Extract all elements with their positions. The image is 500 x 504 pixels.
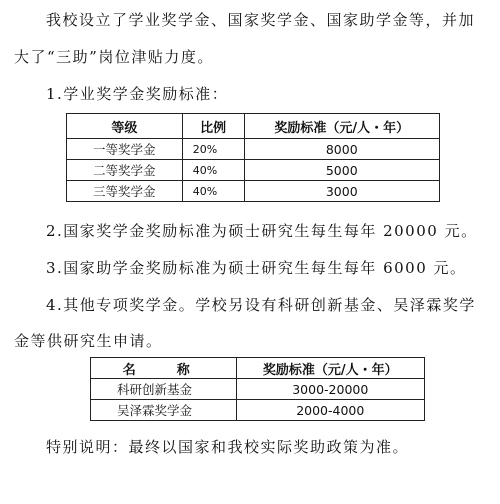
table-row bbox=[67, 139, 440, 160]
column-header-standard: 奖励标准（元/人・年） bbox=[236, 358, 424, 379]
table-row bbox=[91, 379, 425, 400]
scholarship-level: 二等奖学金 bbox=[67, 160, 183, 181]
special-scholarship-table bbox=[90, 357, 425, 421]
fund-name: 吴泽霖奖学金 bbox=[91, 400, 237, 421]
item-2-text: 2.国家奖学金奖励标准为硕士研究生每生每年 20000 元。 bbox=[46, 222, 478, 240]
column-header-name: 名 称 bbox=[91, 358, 237, 379]
scholarship-amount: 8000 bbox=[244, 139, 439, 160]
item-3-text: 3.国家助学金奖励标准为硕士研究生每生每年 6000 元。 bbox=[46, 259, 467, 277]
scholarship-amount: 3000 bbox=[244, 181, 439, 202]
table-row bbox=[67, 160, 440, 181]
table-row bbox=[67, 181, 440, 202]
scholarship-level: 一等奖学金 bbox=[67, 139, 183, 160]
special-note: 特别说明：最终以国家和我校实际奖助政策为准。 bbox=[46, 438, 410, 456]
table-row bbox=[91, 400, 425, 421]
item-1-heading: 1.学业奖学金奖励标准： bbox=[46, 85, 229, 103]
scholarship-amount: 5000 bbox=[244, 160, 439, 181]
fund-amount: 2000-4000 bbox=[236, 400, 424, 421]
table-header-row bbox=[67, 114, 440, 139]
item-4-line-2: 金等供研究生申请。 bbox=[14, 332, 163, 350]
column-header-ratio: 比例 bbox=[182, 114, 244, 139]
column-header-level: 等级 bbox=[67, 114, 183, 139]
intro-line-1: 我校设立了学业奖学金、国家奖学金、国家助学金等，并加 bbox=[46, 11, 476, 29]
column-header-standard: 奖励标准（元/人・年） bbox=[244, 114, 439, 139]
scholarship-level: 三等奖学金 bbox=[67, 181, 183, 202]
table-header-row bbox=[91, 358, 425, 379]
fund-name: 科研创新基金 bbox=[91, 379, 237, 400]
scholarship-ratio: 20% bbox=[182, 139, 244, 160]
scholarship-ratio: 40% bbox=[182, 181, 244, 202]
intro-line-2: 大了“三助”岗位津贴力度。 bbox=[14, 48, 214, 66]
academic-scholarship-table bbox=[66, 113, 440, 202]
fund-amount: 3000-20000 bbox=[236, 379, 424, 400]
scholarship-ratio: 40% bbox=[182, 160, 244, 181]
item-4-line-1: 4.其他专项奖学金。学校另设有科研创新基金、吴泽霖奖学 bbox=[46, 296, 476, 314]
